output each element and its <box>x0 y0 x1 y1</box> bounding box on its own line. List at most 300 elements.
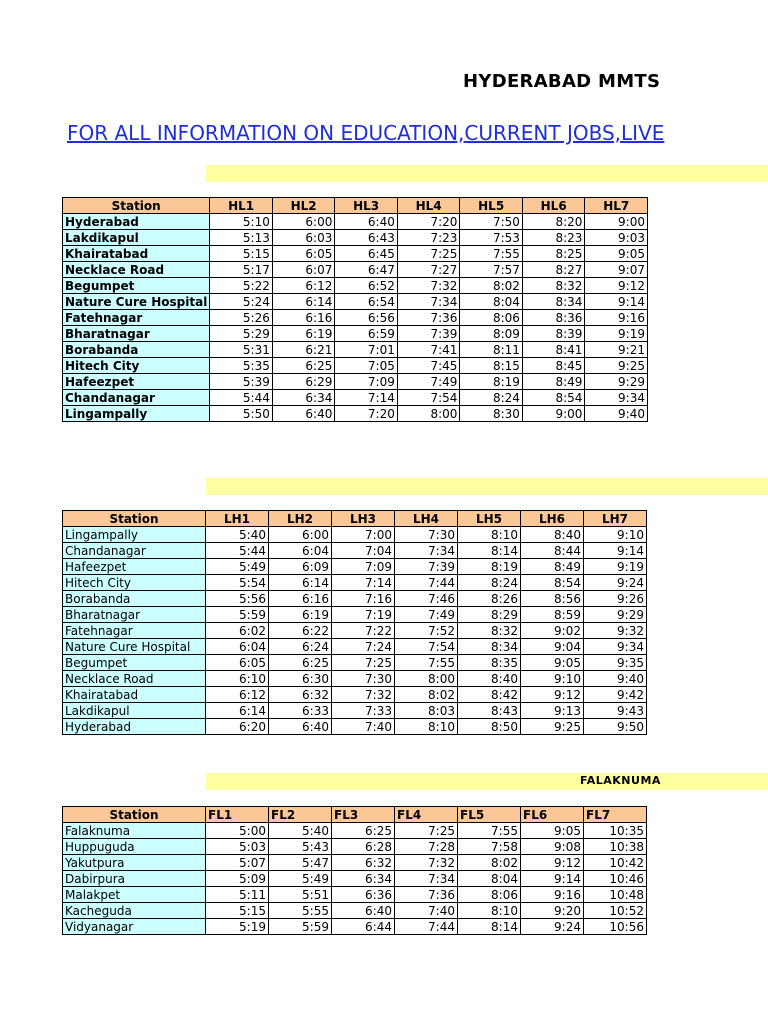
station-column-header: Station <box>63 511 206 527</box>
station-name-cell: Dabirpura <box>63 871 206 887</box>
time-cell: 6:59 <box>335 326 398 342</box>
time-cell: 8:02 <box>458 855 521 871</box>
train-column-header: LH1 <box>206 511 269 527</box>
time-cell: 8:06 <box>458 887 521 903</box>
time-cell: 7:01 <box>335 342 398 358</box>
time-cell: 6:16 <box>269 591 332 607</box>
time-cell: 6:05 <box>206 655 269 671</box>
time-cell: 5:24 <box>210 294 273 310</box>
train-column-header: FL7 <box>584 807 647 823</box>
time-cell: 6:52 <box>335 278 398 294</box>
time-cell: 5:40 <box>269 823 332 839</box>
table-row <box>63 607 647 623</box>
time-cell: 5:50 <box>210 406 273 422</box>
station-column-header: Station <box>63 198 210 214</box>
time-cell: 9:16 <box>521 887 584 903</box>
time-cell: 8:02 <box>460 278 523 294</box>
time-cell: 8:02 <box>395 687 458 703</box>
train-column-header: FL3 <box>332 807 395 823</box>
table-row <box>63 703 647 719</box>
station-name-cell: Malakpet <box>63 887 206 903</box>
time-cell: 9:02 <box>521 623 584 639</box>
time-cell: 7:41 <box>397 342 460 358</box>
table-row <box>63 278 648 294</box>
time-cell: 10:56 <box>584 919 647 935</box>
time-cell: 9:14 <box>521 871 584 887</box>
time-cell: 9:00 <box>585 214 648 230</box>
time-cell: 7:39 <box>397 326 460 342</box>
table-row <box>63 855 647 871</box>
time-cell: 6:05 <box>272 246 335 262</box>
table-row <box>63 374 648 390</box>
time-cell: 7:14 <box>335 390 398 406</box>
time-cell: 7:44 <box>395 575 458 591</box>
time-cell: 5:29 <box>210 326 273 342</box>
time-cell: 8:11 <box>460 342 523 358</box>
time-cell: 9:10 <box>584 527 647 543</box>
time-cell: 5:56 <box>206 591 269 607</box>
table-row <box>63 342 648 358</box>
time-cell: 5:11 <box>206 887 269 903</box>
time-cell: 6:54 <box>335 294 398 310</box>
time-cell: 7:44 <box>395 919 458 935</box>
time-cell: 5:03 <box>206 839 269 855</box>
time-cell: 6:20 <box>206 719 269 735</box>
time-cell: 8:40 <box>458 671 521 687</box>
time-cell: 6:00 <box>269 527 332 543</box>
time-cell: 8:54 <box>521 575 584 591</box>
time-cell: 9:34 <box>585 390 648 406</box>
station-name-cell: Begumpet <box>63 278 210 294</box>
time-cell: 7:20 <box>397 214 460 230</box>
time-cell: 9:35 <box>584 655 647 671</box>
train-column-header: HL1 <box>210 198 273 214</box>
time-cell: 6:40 <box>335 214 398 230</box>
time-cell: 8:24 <box>460 390 523 406</box>
time-cell: 7:27 <box>397 262 460 278</box>
time-cell: 8:49 <box>522 374 585 390</box>
table-row <box>63 823 647 839</box>
time-cell: 8:30 <box>460 406 523 422</box>
time-cell: 5:44 <box>206 543 269 559</box>
time-cell: 8:04 <box>460 294 523 310</box>
time-cell: 6:04 <box>269 543 332 559</box>
table-row <box>63 639 647 655</box>
time-cell: 6:00 <box>272 214 335 230</box>
time-cell: 9:10 <box>521 671 584 687</box>
time-cell: 7:09 <box>332 559 395 575</box>
time-cell: 9:12 <box>585 278 648 294</box>
time-cell: 5:43 <box>269 839 332 855</box>
time-cell: 6:10 <box>206 671 269 687</box>
time-cell: 9:26 <box>584 591 647 607</box>
train-column-header: HL6 <box>522 198 585 214</box>
time-cell: 8:00 <box>397 406 460 422</box>
time-cell: 5:51 <box>269 887 332 903</box>
time-cell: 8:19 <box>460 374 523 390</box>
station-name-cell: Lakdikapul <box>63 230 210 246</box>
table-row <box>63 655 647 671</box>
time-cell: 6:45 <box>335 246 398 262</box>
time-cell: 10:52 <box>584 903 647 919</box>
time-cell: 9:25 <box>585 358 648 374</box>
time-cell: 7:33 <box>332 703 395 719</box>
time-cell: 8:42 <box>458 687 521 703</box>
time-cell: 9:00 <box>522 406 585 422</box>
table-row <box>63 326 648 342</box>
time-cell: 6:34 <box>272 390 335 406</box>
time-cell: 9:03 <box>585 230 648 246</box>
time-cell: 5:26 <box>210 310 273 326</box>
station-name-cell: Lingampally <box>63 406 210 422</box>
time-cell: 7:30 <box>332 671 395 687</box>
time-cell: 7:50 <box>460 214 523 230</box>
table-row <box>63 887 647 903</box>
time-cell: 8:35 <box>458 655 521 671</box>
time-cell: 6:32 <box>269 687 332 703</box>
train-column-header: HL2 <box>272 198 335 214</box>
time-cell: 9:07 <box>585 262 648 278</box>
section-band-label: FALAKNUMA <box>580 774 661 787</box>
time-cell: 5:15 <box>206 903 269 919</box>
timetable-lingampally-hyderabad <box>62 510 647 735</box>
table-row <box>63 358 648 374</box>
time-cell: 8:29 <box>458 607 521 623</box>
time-cell: 6:28 <box>332 839 395 855</box>
time-cell: 7:30 <box>395 527 458 543</box>
time-cell: 7:55 <box>460 246 523 262</box>
time-cell: 7:09 <box>335 374 398 390</box>
time-cell: 7:24 <box>332 639 395 655</box>
time-cell: 8:14 <box>458 543 521 559</box>
time-cell: 7:28 <box>395 839 458 855</box>
station-name-cell: Nature Cure Hospital <box>63 294 210 310</box>
time-cell: 6:14 <box>272 294 335 310</box>
time-cell: 5:44 <box>210 390 273 406</box>
table-row <box>63 230 648 246</box>
table-row <box>63 591 647 607</box>
station-name-cell: Hitech City <box>63 358 210 374</box>
table-row <box>63 543 647 559</box>
station-name-cell: Kacheguda <box>63 903 206 919</box>
time-cell: 5:54 <box>206 575 269 591</box>
time-cell: 7:40 <box>332 719 395 735</box>
time-cell: 7:05 <box>335 358 398 374</box>
time-cell: 6:02 <box>206 623 269 639</box>
time-cell: 9:04 <box>521 639 584 655</box>
train-column-header: FL2 <box>269 807 332 823</box>
time-cell: 6:30 <box>269 671 332 687</box>
station-name-cell: Hyderabad <box>63 719 206 735</box>
time-cell: 5:09 <box>206 871 269 887</box>
time-cell: 8:34 <box>458 639 521 655</box>
time-cell: 5:17 <box>210 262 273 278</box>
table-row <box>63 262 648 278</box>
time-cell: 6:29 <box>272 374 335 390</box>
time-cell: 8:10 <box>395 719 458 735</box>
train-column-header: LH3 <box>332 511 395 527</box>
time-cell: 7:16 <box>332 591 395 607</box>
time-cell: 7:25 <box>395 823 458 839</box>
station-name-cell: Necklace Road <box>63 671 206 687</box>
time-cell: 8:34 <box>522 294 585 310</box>
time-cell: 8:54 <box>522 390 585 406</box>
time-cell: 6:22 <box>269 623 332 639</box>
time-cell: 6:40 <box>332 903 395 919</box>
table-row <box>63 214 648 230</box>
time-cell: 7:57 <box>460 262 523 278</box>
time-cell: 8:03 <box>395 703 458 719</box>
table-row <box>63 294 648 310</box>
time-cell: 7:58 <box>458 839 521 855</box>
time-cell: 7:54 <box>397 390 460 406</box>
time-cell: 9:14 <box>584 543 647 559</box>
station-name-cell: Hafeezpet <box>63 559 206 575</box>
time-cell: 5:31 <box>210 342 273 358</box>
time-cell: 7:45 <box>397 358 460 374</box>
time-cell: 5:35 <box>210 358 273 374</box>
time-cell: 7:36 <box>395 887 458 903</box>
time-cell: 7:00 <box>332 527 395 543</box>
time-cell: 9:34 <box>584 639 647 655</box>
time-cell: 5:10 <box>210 214 273 230</box>
table-row <box>63 871 647 887</box>
train-column-header: FL6 <box>521 807 584 823</box>
train-column-header: LH7 <box>584 511 647 527</box>
time-cell: 8:09 <box>460 326 523 342</box>
station-name-cell: Bharatnagar <box>63 326 210 342</box>
time-cell: 6:36 <box>332 887 395 903</box>
time-cell: 7:32 <box>332 687 395 703</box>
time-cell: 5:22 <box>210 278 273 294</box>
table-row <box>63 527 647 543</box>
time-cell: 5:55 <box>269 903 332 919</box>
train-column-header: HL7 <box>585 198 648 214</box>
time-cell: 9:14 <box>585 294 648 310</box>
time-cell: 6:19 <box>269 607 332 623</box>
time-cell: 7:36 <box>397 310 460 326</box>
station-name-cell: Nature Cure Hospital <box>63 639 206 655</box>
station-name-cell: Yakutpura <box>63 855 206 871</box>
station-name-cell: Fatehnagar <box>63 623 206 639</box>
station-name-cell: Bharatnagar <box>63 607 206 623</box>
time-cell: 10:38 <box>584 839 647 855</box>
time-cell: 6:12 <box>206 687 269 703</box>
time-cell: 7:40 <box>395 903 458 919</box>
time-cell: 6:16 <box>272 310 335 326</box>
time-cell: 6:14 <box>269 575 332 591</box>
time-cell: 6:04 <box>206 639 269 655</box>
time-cell: 5:59 <box>269 919 332 935</box>
time-cell: 8:50 <box>458 719 521 735</box>
time-cell: 8:49 <box>521 559 584 575</box>
time-cell: 8:04 <box>458 871 521 887</box>
time-cell: 8:15 <box>460 358 523 374</box>
time-cell: 9:24 <box>521 919 584 935</box>
station-name-cell: Huppuguda <box>63 839 206 855</box>
time-cell: 8:10 <box>458 903 521 919</box>
table-row <box>63 559 647 575</box>
time-cell: 5:47 <box>269 855 332 871</box>
time-cell: 5:49 <box>206 559 269 575</box>
time-cell: 9:29 <box>585 374 648 390</box>
time-cell: 10:46 <box>584 871 647 887</box>
time-cell: 6:21 <box>272 342 335 358</box>
time-cell: 9:08 <box>521 839 584 855</box>
table-row <box>63 246 648 262</box>
train-column-header: HL4 <box>397 198 460 214</box>
table-row <box>63 406 648 422</box>
station-name-cell: Fatehnagar <box>63 310 210 326</box>
time-cell: 9:43 <box>584 703 647 719</box>
time-cell: 7:23 <box>397 230 460 246</box>
time-cell: 6:09 <box>269 559 332 575</box>
time-cell: 5:59 <box>206 607 269 623</box>
time-cell: 6:24 <box>269 639 332 655</box>
time-cell: 5:19 <box>206 919 269 935</box>
table-row <box>63 310 648 326</box>
time-cell: 10:35 <box>584 823 647 839</box>
time-cell: 5:40 <box>206 527 269 543</box>
station-name-cell: Lingampally <box>63 527 206 543</box>
time-cell: 7:54 <box>395 639 458 655</box>
time-cell: 7:32 <box>397 278 460 294</box>
time-cell: 8:19 <box>458 559 521 575</box>
table-row <box>63 919 647 935</box>
header-row <box>63 807 647 823</box>
time-cell: 9:12 <box>521 687 584 703</box>
station-name-cell: Begumpet <box>63 655 206 671</box>
time-cell: 7:34 <box>395 543 458 559</box>
station-name-cell: Chandanagar <box>63 390 210 406</box>
station-name-cell: Borabanda <box>63 591 206 607</box>
time-cell: 7:04 <box>332 543 395 559</box>
time-cell: 6:12 <box>272 278 335 294</box>
time-cell: 9:50 <box>584 719 647 735</box>
time-cell: 9:19 <box>585 326 648 342</box>
time-cell: 9:40 <box>585 406 648 422</box>
station-name-cell: Hafeezpet <box>63 374 210 390</box>
time-cell: 6:33 <box>269 703 332 719</box>
time-cell: 10:42 <box>584 855 647 871</box>
time-cell: 8:24 <box>458 575 521 591</box>
time-cell: 9:19 <box>584 559 647 575</box>
time-cell: 6:03 <box>272 230 335 246</box>
time-cell: 7:32 <box>395 855 458 871</box>
page-title: HYDERABAD MMTS <box>463 71 661 92</box>
time-cell: 8:14 <box>458 919 521 935</box>
time-cell: 9:29 <box>584 607 647 623</box>
time-cell: 8:41 <box>522 342 585 358</box>
time-cell: 6:07 <box>272 262 335 278</box>
time-cell: 7:34 <box>395 871 458 887</box>
time-cell: 5:13 <box>210 230 273 246</box>
time-cell: 9:42 <box>584 687 647 703</box>
table-row <box>63 623 647 639</box>
time-cell: 9:05 <box>521 823 584 839</box>
time-cell: 7:22 <box>332 623 395 639</box>
info-link[interactable]: FOR ALL INFORMATION ON EDUCATION,CURRENT JOBS,LIVE <box>67 121 665 145</box>
time-cell: 7:25 <box>332 655 395 671</box>
train-column-header: FL1 <box>206 807 269 823</box>
train-column-header: LH6 <box>521 511 584 527</box>
table-row <box>63 671 647 687</box>
time-cell: 9:05 <box>521 655 584 671</box>
time-cell: 8:06 <box>460 310 523 326</box>
time-cell: 8:59 <box>521 607 584 623</box>
table-row <box>63 839 647 855</box>
train-column-header: LH5 <box>458 511 521 527</box>
time-cell: 8:32 <box>458 623 521 639</box>
time-cell: 7:19 <box>332 607 395 623</box>
time-cell: 8:39 <box>522 326 585 342</box>
table-row <box>63 903 647 919</box>
header-row <box>63 511 647 527</box>
time-cell: 5:49 <box>269 871 332 887</box>
train-column-header: HL5 <box>460 198 523 214</box>
time-cell: 8:20 <box>522 214 585 230</box>
station-name-cell: Hitech City <box>63 575 206 591</box>
time-cell: 7:34 <box>397 294 460 310</box>
time-cell: 5:15 <box>210 246 273 262</box>
time-cell: 8:45 <box>522 358 585 374</box>
time-cell: 8:26 <box>458 591 521 607</box>
station-column-header: Station <box>63 807 206 823</box>
table-row <box>63 719 647 735</box>
time-cell: 7:46 <box>395 591 458 607</box>
station-name-cell: Hyderabad <box>63 214 210 230</box>
time-cell: 6:14 <box>206 703 269 719</box>
time-cell: 9:40 <box>584 671 647 687</box>
station-name-cell: Chandanagar <box>63 543 206 559</box>
time-cell: 7:49 <box>395 607 458 623</box>
time-cell: 9:12 <box>521 855 584 871</box>
time-cell: 8:32 <box>522 278 585 294</box>
timetable-falaknuma <box>62 806 647 935</box>
time-cell: 8:56 <box>521 591 584 607</box>
time-cell: 6:19 <box>272 326 335 342</box>
train-column-header: LH4 <box>395 511 458 527</box>
time-cell: 6:44 <box>332 919 395 935</box>
time-cell: 9:21 <box>585 342 648 358</box>
time-cell: 6:40 <box>269 719 332 735</box>
time-cell: 8:36 <box>522 310 585 326</box>
time-cell: 9:16 <box>585 310 648 326</box>
time-cell: 9:25 <box>521 719 584 735</box>
time-cell: 7:14 <box>332 575 395 591</box>
station-name-cell: Khairatabad <box>63 246 210 262</box>
time-cell: 5:00 <box>206 823 269 839</box>
time-cell: 9:13 <box>521 703 584 719</box>
time-cell: 7:55 <box>458 823 521 839</box>
time-cell: 8:23 <box>522 230 585 246</box>
time-cell: 6:32 <box>332 855 395 871</box>
time-cell: 9:05 <box>585 246 648 262</box>
time-cell: 6:25 <box>269 655 332 671</box>
time-cell: 7:20 <box>335 406 398 422</box>
timetable-hyderabad-lingampally <box>62 197 648 422</box>
table-row <box>63 687 647 703</box>
time-cell: 8:25 <box>522 246 585 262</box>
time-cell: 6:40 <box>272 406 335 422</box>
time-cell: 6:25 <box>272 358 335 374</box>
time-cell: 9:20 <box>521 903 584 919</box>
table-row <box>63 390 648 406</box>
time-cell: 5:07 <box>206 855 269 871</box>
station-name-cell: Khairatabad <box>63 687 206 703</box>
time-cell: 8:00 <box>395 671 458 687</box>
time-cell: 8:40 <box>521 527 584 543</box>
